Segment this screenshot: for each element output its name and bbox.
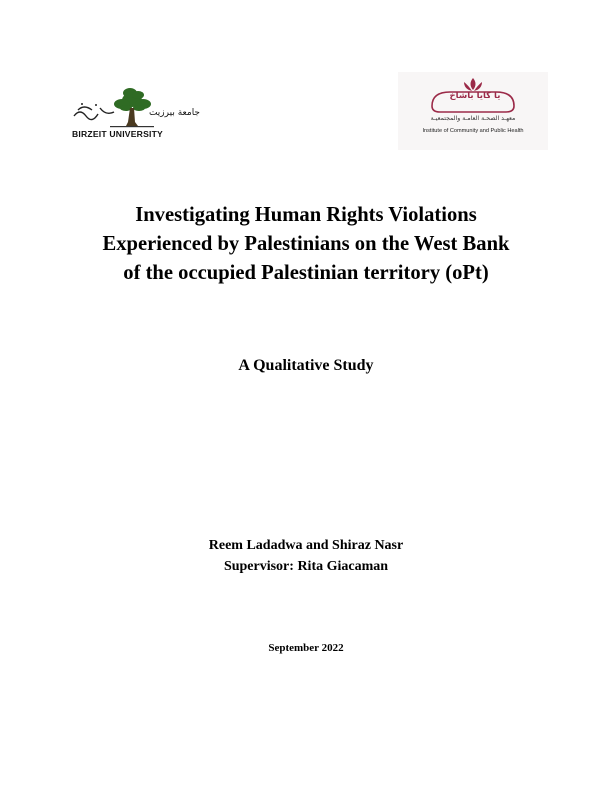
icph-logo xyxy=(398,72,548,150)
icph-arabic-name: معهـد الصحـة العامـة والمجتمعيـة xyxy=(430,115,516,122)
supervisor: Supervisor: Rita Giacaman xyxy=(223,559,389,574)
birzeit-university-logo xyxy=(70,86,200,142)
birzeit-university-name: BIRZEIT UNIVERSITY xyxy=(72,129,163,139)
title-line: of the occupied Palestinian territory (oPt) xyxy=(123,262,489,284)
icph-arabic-main: يا كايا باشاخ xyxy=(449,91,501,101)
authors: Reem Ladadwa and Shiraz Nasr xyxy=(208,538,404,553)
icph-english-name: Institute of Community and Public Health xyxy=(422,128,524,134)
birzeit-arabic-name: جامعة بيرزيت xyxy=(148,108,200,118)
publication-date: September 2022 xyxy=(268,642,344,654)
title-line: Experienced by Palestinians on the West Bank xyxy=(102,233,510,255)
title-line: Investigating Human Rights Violations xyxy=(135,204,477,226)
document-subtitle: A Qualitative Study xyxy=(238,357,374,374)
document-title xyxy=(40,201,572,288)
author-block xyxy=(40,535,572,577)
